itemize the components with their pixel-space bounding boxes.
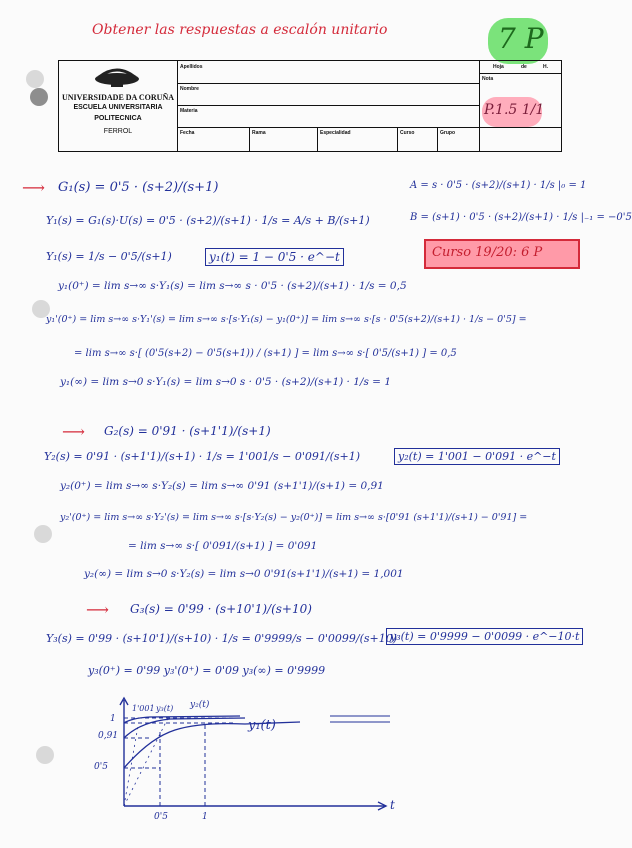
eq-g1: G₁(s) = 0'5 · (s+2)/(s+1) bbox=[58, 180, 219, 195]
arrow-marker: ⟶ bbox=[62, 422, 85, 441]
plot-ylabel-1: 1 bbox=[110, 714, 116, 724]
eq-y2p-0: y₂'(0⁺) = lim s→∞ s·Y₂'(s) = lim s→∞ s·[s·Y₂(s) − y₂(0⁺)] = lim s→∞ s·[0'91 (s+1'1)/(s+1) − 0'91] = bbox=[60, 512, 528, 523]
eq-g2: G₂(s) = 0'91 · (s+1'1)/(s+1) bbox=[104, 424, 271, 438]
school-name: ESCUELA UNIVERSITARIA bbox=[73, 104, 163, 111]
eq-y2-0: y₂(0⁺) = lim s→∞ s·Y₂(s) = lim s→∞ 0'91 (s+1'1)/(s+1) = 0,91 bbox=[60, 480, 384, 492]
plot-xlabel-1: 1 bbox=[202, 812, 208, 822]
plot-ylabel-091: 0,91 bbox=[98, 731, 119, 741]
nombre-label: Nombre bbox=[180, 86, 199, 92]
de-label: de bbox=[521, 64, 527, 70]
page-tag: 7 P bbox=[498, 22, 544, 55]
plot-curve-label-y2: y₂(t) bbox=[190, 700, 210, 710]
eq-y1p-0: y₁'(0⁺) = lim s→∞ s·Y₁'(s) = lim s→∞ s·[s·Y₁(s) − y₁(0⁺)] = lim s→∞ s·[s · 0'5(s+2)/(s+1) · 1/s − 0'5] = bbox=[46, 314, 527, 325]
rama-label: Rama bbox=[252, 130, 266, 136]
eq-y1t: y₁(t) = 1 − 0'5 · e^−t bbox=[205, 248, 344, 266]
university-name: UNIVERSIDADE DA CORUÑA bbox=[61, 93, 174, 102]
eq-B: B = (s+1) · 0'5 · (s+2)/(s+1) · 1/s |₋₁ = −0'5 bbox=[410, 212, 632, 223]
plot-ylabel-05: 0'5 bbox=[94, 762, 108, 772]
plot-curve-label-y1: y₁(t) bbox=[248, 718, 276, 733]
eq-y3: Y₃(s) = 0'99 · (s+10'1)/(s+10) · 1/s = 0'9999/s − 0'0099/(s+10) bbox=[46, 632, 398, 645]
city-name: FERROL bbox=[103, 128, 133, 135]
sheet-tag: P.1.5 1/1 bbox=[484, 102, 545, 118]
plot-xlabel-05: 0'5 bbox=[154, 812, 168, 822]
materia-label: Materia bbox=[180, 108, 198, 114]
school-name-2: POLITECNICA bbox=[94, 115, 142, 122]
hoja-label: Hoja bbox=[493, 64, 504, 70]
fecha-label: Fecha bbox=[180, 130, 195, 136]
eq-y3-values: y₃(0⁺) = 0'99 y₃'(0⁺) = 0'09 y₃(∞) = 0'9999 bbox=[88, 664, 326, 677]
arrow-marker: ⟶ bbox=[86, 600, 109, 619]
h-label: H. bbox=[543, 64, 548, 70]
eq-A: A = s · 0'5 · (s+2)/(s+1) · 1/s |₀ = 1 bbox=[410, 180, 587, 191]
eq-y2t: y₂(t) = 1'001 − 0'091 · e^−t bbox=[394, 448, 560, 465]
eq-y2p-0b: = lim s→∞ s·[ 0'091/(s+1) ] = 0'091 bbox=[128, 540, 318, 552]
eq-y1p-0b: = lim s→∞ s·[ (0'5(s+2) − 0'5(s+1)) / (s+1) ] = lim s→∞ s·[ 0'5/(s+1) ] = 0,5 bbox=[74, 348, 457, 359]
especialidad-label: Especialidad bbox=[320, 130, 351, 136]
page-heading: Obtener las respuestas a escalón unitario bbox=[92, 22, 388, 38]
plot-ylabel-1001: 1'001 bbox=[132, 704, 155, 713]
eq-y2-inf: y₂(∞) = lim s→0 s·Y₂(s) = lim s→0 0'91(s+1'1)/(s+1) = 1,001 bbox=[84, 568, 404, 580]
nota-label: Nota bbox=[482, 76, 494, 82]
curso-label: Curso bbox=[400, 130, 415, 136]
plot-curve-label-y3: y₃(t) bbox=[156, 704, 174, 713]
eq-g3: G₃(s) = 0'99 · (s+10'1)/(s+10) bbox=[130, 602, 312, 616]
arrow-marker: ⟶ bbox=[22, 178, 45, 197]
eq-y1-0: y₁(0⁺) = lim s→∞ s·Y₁(s) = lim s→∞ s · 0'5 · (s+2)/(s+1) · 1/s = 0,5 bbox=[58, 280, 407, 292]
grupo-label: Grupo bbox=[440, 130, 455, 136]
curso-badge-text: Curso 19/20: 6 P bbox=[432, 245, 543, 260]
eq-y3t: y₃(t) = 0'9999 − 0'0099 · e^−10·t bbox=[386, 628, 583, 645]
eq-y2: Y₂(s) = 0'91 · (s+1'1)/(s+1) · 1/s = 1'001/s − 0'091/(s+1) bbox=[44, 450, 361, 463]
eq-y1-inf: y₁(∞) = lim s→0 s·Y₁(s) = lim s→0 s · 0'5 · (s+2)/(s+1) · 1/s = 1 bbox=[60, 376, 391, 388]
eq-y1: Y₁(s) = G₁(s)·U(s) = 0'5 · (s+2)/(s+1) · 1/s = A/s + B/(s+1) bbox=[46, 214, 370, 227]
apellidos-label: Apellidos bbox=[180, 64, 203, 70]
eq-y1b: Y₁(s) = 1/s − 0'5/(s+1) bbox=[46, 250, 172, 263]
plot-axis-t: t bbox=[390, 798, 395, 812]
